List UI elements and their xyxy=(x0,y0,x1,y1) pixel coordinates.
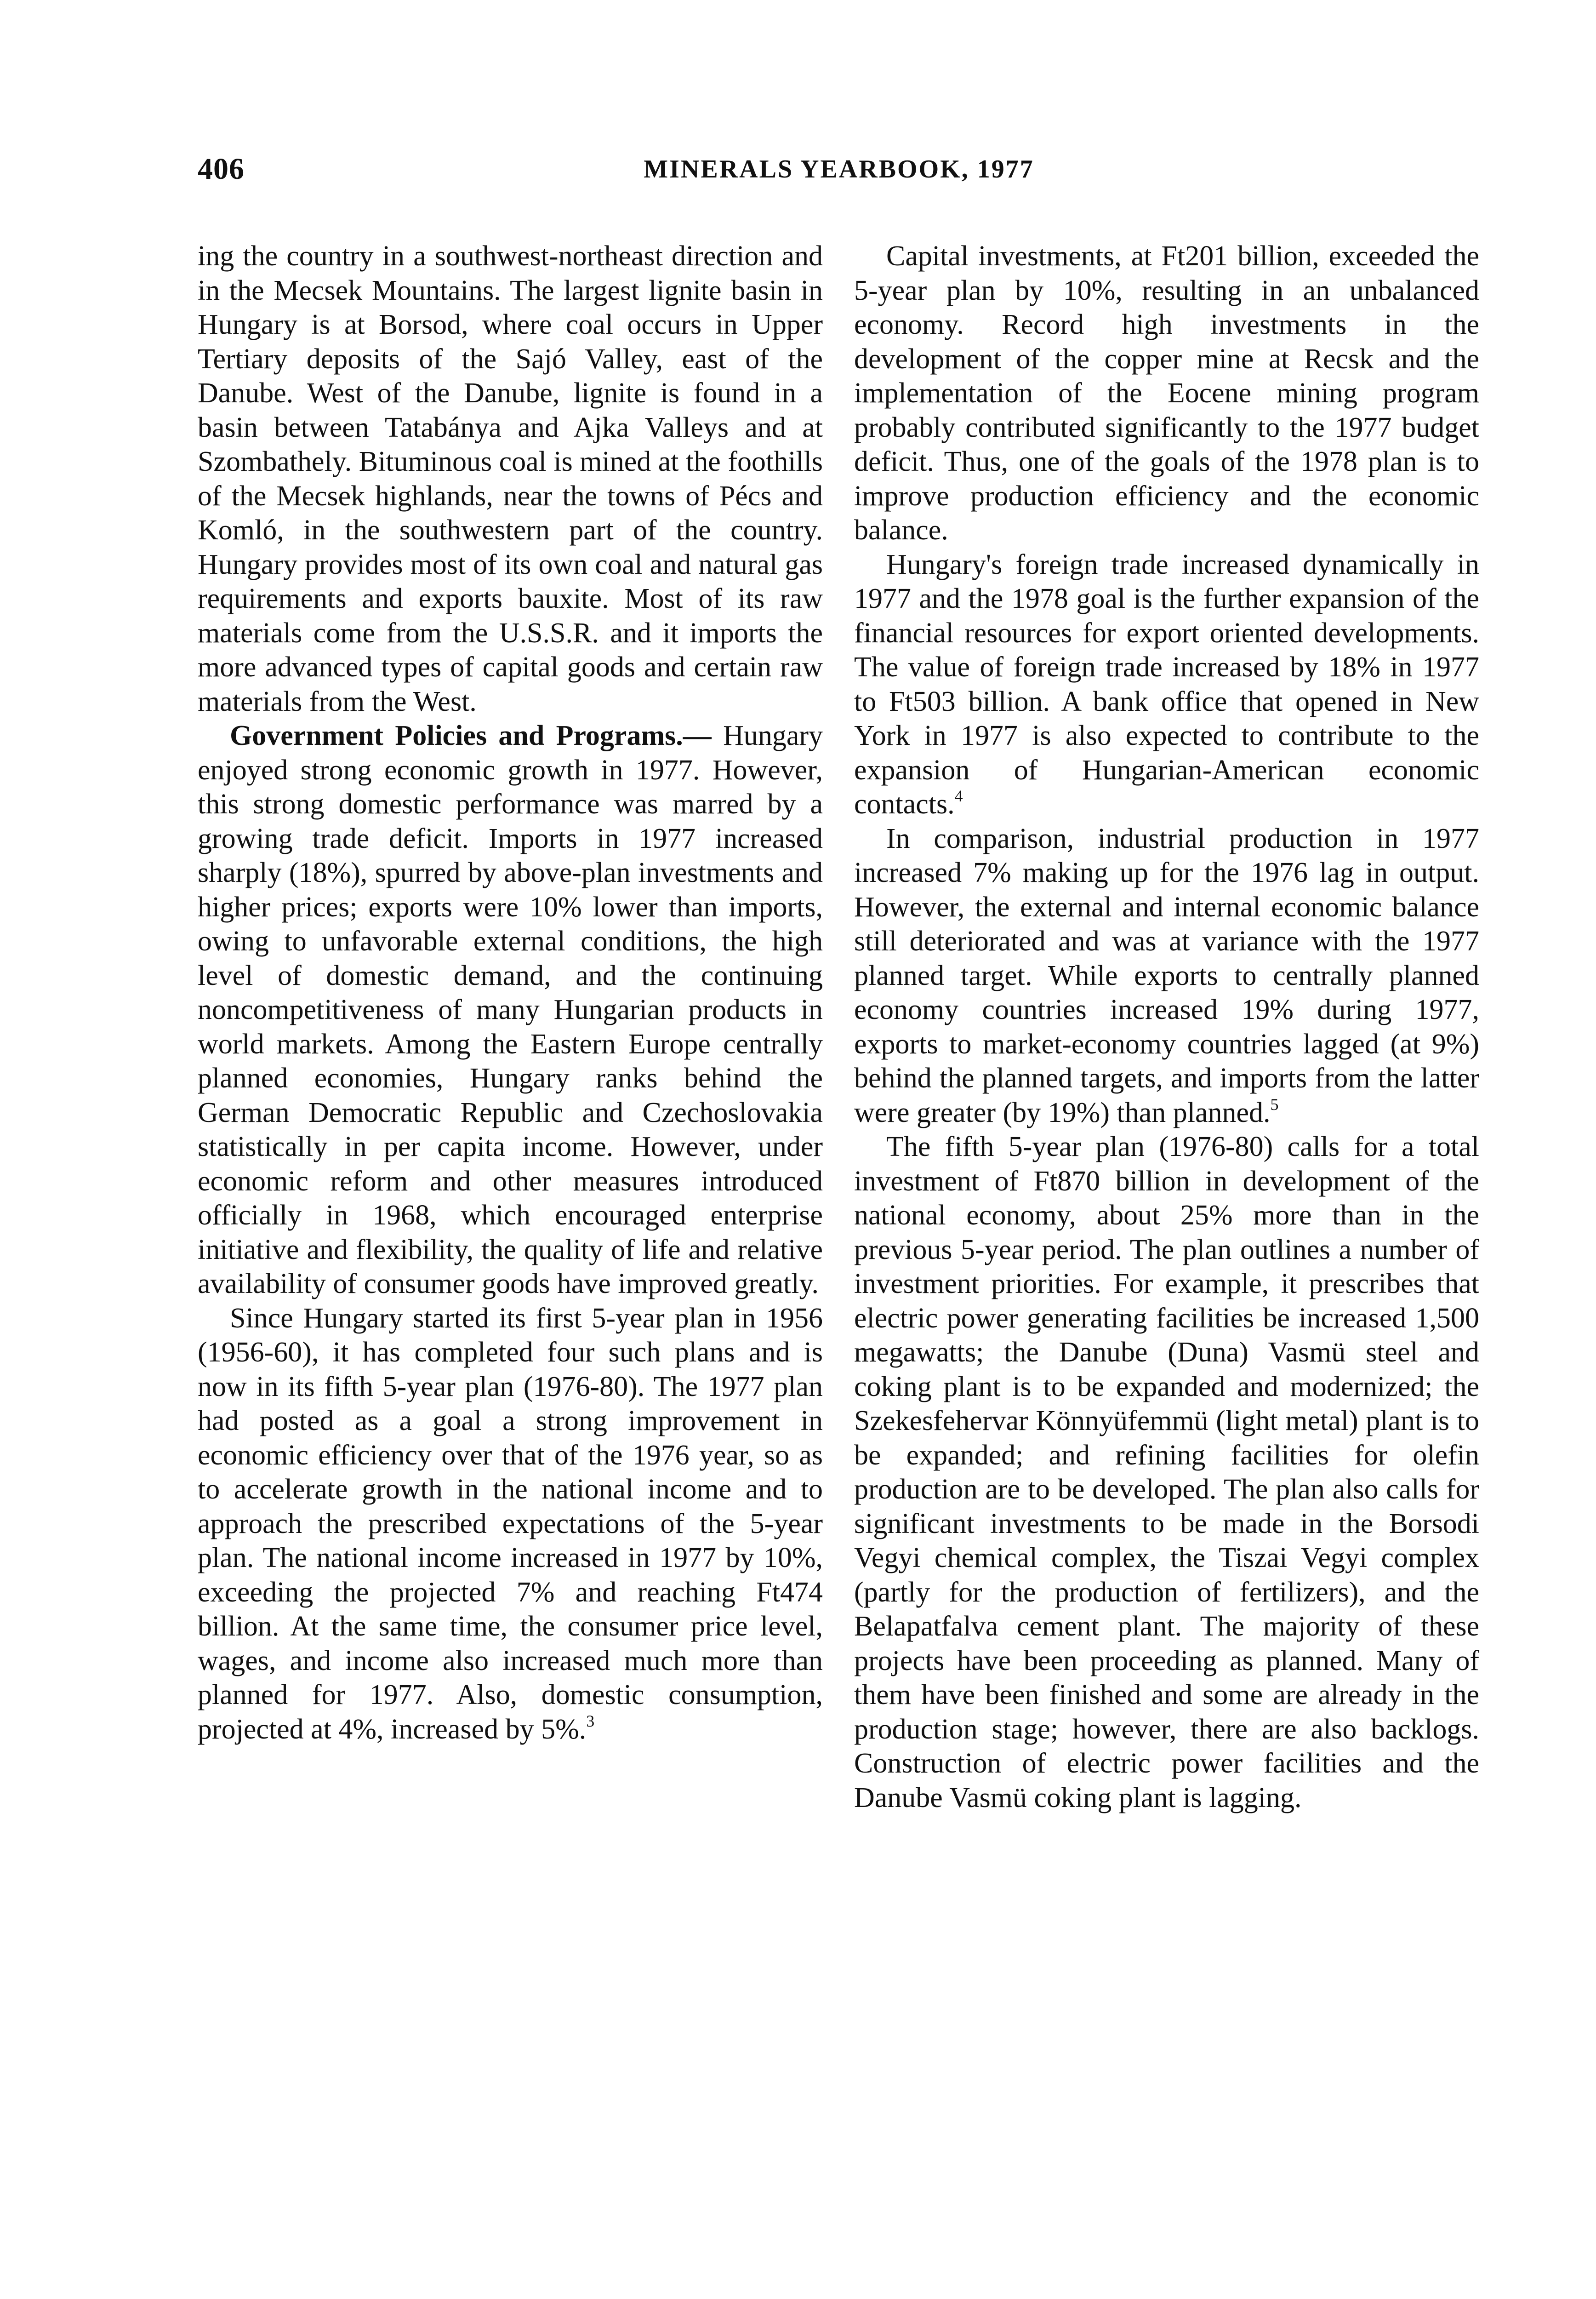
left-column xyxy=(198,239,823,1746)
paragraph-industrial-production xyxy=(854,822,1479,1130)
paragraph-capital-investments: Capital investments, at Ft201 billion, exceeded the 5-year plan by 10%, resulting in an unbalanced economy. Record high investments in the development of the copper mine at Recsk and the implementation of the Eocene mining program probably contributed significantly to the 1977 budget deficit. Thus, one of the goals of the 1978 plan is to improve production efficiency and the economic balance. xyxy=(854,240,1479,546)
page-number: 406 xyxy=(198,152,245,186)
paragraph-government-policies xyxy=(198,719,823,1301)
right-column xyxy=(854,239,1479,1815)
running-title: MINERALS YEARBOOK, 1977 xyxy=(644,155,1034,183)
paragraph-fifth-five-year-plan: The fifth 5-year plan (1976-80) calls for a total investment of Ft870 billion in development of the national economy, about 25% more than in the previous 5-year period. The plan outlines a number of investment priorities. For example, it prescribes that electric power generating facilities be increased 1,500 megawatts; the Danube (Duna) Vasmü steel and coking plant is to be expanded and modernized; the Szekesfehervar Könnyüfemmü (light metal) plant is to be expanded; and refining facilities for olefin production are to be developed. The plan also calls for significant investments to be made in the Borsodi Vegyi chemical complex, the Tiszai Vegyi complex (partly for the production of fertilizers), and the Belapatfalva cement plant. The majority of these projects have been proceeding as planned. Many of them have been finished and some are already in the production stage; however, there are also backlogs. Construction of electric power facilities and the Danube Vasmü coking plant is lagging. xyxy=(854,1131,1479,1813)
paragraph-coal-deposits: ing the country in a southwest-northeast direction and in the Mecsek Mountains. The largest lignite basin in Hungary is at Borsod, where coal occurs in Upper Tertiary deposits of the Sajó Valley, east of the Danube. West of the Danube, lignite is found in a basin between Tatabánya and Ajka Valleys and at Szombathely. Bituminous coal is mined at the foothills of the Mecsek highlands, near the towns of Pécs and Komló, in the southwestern part of the country. Hungary provides most of its own coal and natural gas requirements and exports bauxite. Most of its raw materials come from the U.S.S.R. and it imports the more advanced types of capital goods and certain raw materials from the West. xyxy=(198,240,823,717)
paragraph-foreign-trade xyxy=(854,548,1479,822)
page-header xyxy=(198,152,1480,202)
footnote-ref-3: 3 xyxy=(586,1711,595,1730)
footnote-ref-5: 5 xyxy=(1270,1095,1279,1114)
section-heading-government-policies: Government Policies and Programs.— xyxy=(230,720,712,751)
paragraph-five-year-plans xyxy=(198,1301,823,1747)
paragraph-industrial-production-text: In comparison, industrial production in 1977 increased 7% making up for the 1976 lag in output. However, the external and internal economic balance still deteriorated and was at variance with the 1977 planned target. While exports to centrally planned economy countries increased 19% during 1977, exports to market-economy countries lagged (at 9%) behind the planned targets, and imports from the latter were greater (by 19%) than planned. xyxy=(854,823,1479,1128)
paragraph-five-year-plans-text: Since Hungary started its first 5-year plan in 1956 (1956-60), it has completed four such plans and is now in its fifth 5-year plan (1976-80). The 1977 plan had posted as a goal a strong improvement in economic efficiency over that of the 1976 year, so as to accelerate growth in the national income and to approach the prescribed expectations of the 5-year plan. The national income increased in 1977 by 10%, exceeding the projected 7% and reaching Ft474 billion. At the same time, the consumer price level, wages, and income also increased much more than planned for 1977. Also, domestic consumption, projected at 4%, increased by 5%. xyxy=(198,1302,823,1745)
paragraph-foreign-trade-text: Hungary's foreign trade increased dynamically in 1977 and the 1978 goal is the further expansion of the financial resources for export oriented developments. The value of foreign trade increased by 18% in 1977 to Ft503 billion. A bank office that opened in New York in 1977 is also expected to contribute to the expansion of Hungarian-American economic contacts. xyxy=(854,549,1479,820)
footnote-ref-4: 4 xyxy=(954,787,963,805)
paragraph-government-policies-text: Hungary enjoyed strong economic growth in 1977. However, this strong domestic performance was marred by a growing trade deficit. Imports in 1977 increased sharply (18%), spurred by above-plan investments and higher prices; exports were 10% lower than imports, owing to unfavorable external conditions, the high level of domestic demand, and the continuing noncompetitiveness of many Hungarian products in world markets. Among the Eastern Europe centrally planned economies, Hungary ranks behind the German Democratic Republic and Czechoslovakia statistically in per capita income. However, under economic reform and other measures introduced officially in 1968, which encouraged enterprise initiative and flexibility, the quality of life and relative availability of consumer goods have improved greatly. xyxy=(198,720,823,1299)
